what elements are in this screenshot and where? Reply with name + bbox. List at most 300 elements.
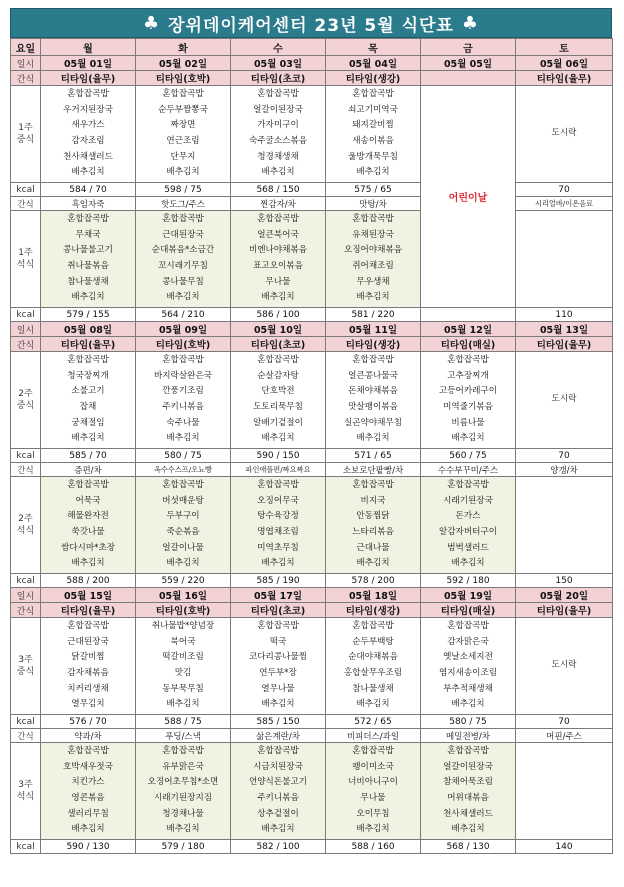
date-cell: 05월 13일 (516, 322, 613, 337)
menu-list (231, 478, 325, 572)
menu-item: 얼큰북어국 (257, 229, 299, 240)
menu-item: 치킨가스 (71, 777, 105, 788)
lunch-menu-cell (326, 618, 421, 715)
snack-cell: 푸딩/스낵 (136, 729, 231, 743)
menu-item: 천사채샐러드 (63, 151, 113, 162)
lunch-menu-cell (41, 86, 136, 183)
menu-item: 새우가스 (71, 120, 105, 131)
teatime-cell: 티타임(율무) (516, 603, 613, 618)
menu-item: 콩나물불고기 (63, 245, 113, 256)
menu-item: 울방개묵무침 (348, 151, 398, 162)
menu-item: 비엔나야채볶음 (248, 245, 308, 256)
lunch-menu-cell (326, 352, 421, 449)
menu-item: 배추김치 (71, 167, 105, 178)
lunch-label-week: 3주 (18, 655, 33, 665)
weekday-wed: 수 (231, 39, 326, 56)
kcal-cell: 581 / 220 (326, 308, 421, 322)
menu-item: 혼합잡곡밥 (352, 480, 394, 491)
dinner-label-week: 2주 (18, 514, 33, 524)
kcal-cell: 590 / 130 (41, 840, 136, 854)
menu-item: 혼합잡곡밥 (447, 746, 489, 757)
menu-item: 배추김치 (71, 558, 105, 569)
menu-item: 무나물 (265, 276, 291, 287)
dinner-menu-cell (136, 477, 231, 574)
menu-item: 혼합잡곡밥 (67, 480, 109, 491)
menu-item: 숙주굴소스볶음 (248, 136, 308, 146)
lunch-kcal-row (11, 449, 613, 463)
dinner-menu-cell (421, 477, 516, 574)
snack-row (11, 197, 613, 211)
lunch-label-week: 1주 (18, 123, 33, 133)
menu-item: 오징어초무침*소면 (147, 777, 219, 788)
kcal-cell: 585 / 150 (231, 715, 326, 729)
menu-list (41, 87, 135, 181)
menu-item: 배추김치 (451, 558, 485, 569)
kcal-cell: 585 / 70 (41, 449, 136, 463)
kcal-cell: 588 / 75 (136, 715, 231, 729)
menu-list (231, 87, 325, 181)
dinner-menu-cell (41, 211, 136, 308)
menu-item: 떡국 (269, 636, 287, 647)
menu-item: 주키니볶음 (257, 793, 299, 803)
date-cell: 05월 08일 (41, 322, 136, 337)
menu-item: 비름나물 (451, 417, 485, 428)
teatime-row (11, 603, 613, 618)
kcal-cell: 568 / 130 (421, 840, 516, 854)
menu-item: 느타리볶음 (352, 527, 394, 537)
snack-cell: 파인애플편/짜요짜요 (231, 463, 326, 477)
menu-item: 혼합잡곡밥 (257, 480, 299, 491)
dinner-row (11, 211, 613, 308)
menu-item: 코다리콩나물찜 (248, 652, 308, 663)
menu-list (41, 478, 135, 572)
menu-item: 배추김치 (71, 824, 105, 835)
lunch-label (11, 618, 41, 715)
lunch-menu-cell (231, 618, 326, 715)
lunch-menu-cell (326, 86, 421, 183)
menu-item: 배추김치 (451, 699, 485, 710)
menu-item: 가자미구이 (257, 120, 299, 131)
dinner-menu-cell (516, 743, 613, 840)
menu-item: 배추김치 (451, 433, 485, 444)
menu-item: 취나물볶음 (67, 261, 109, 271)
menu-list (516, 658, 612, 674)
ilsi-label: 일시 (11, 588, 41, 603)
yoil-label: 요일 (11, 39, 41, 56)
menu-item: 참나물생채 (352, 683, 394, 694)
lunch-menu-cell (136, 86, 231, 183)
lunch-menu-cell (231, 352, 326, 449)
menu-item: 무나물 (360, 793, 386, 803)
gansik-label: 간식 (11, 71, 41, 86)
menu-item: 순두부짬뽕국 (158, 104, 208, 115)
kcal-cell: 580 / 75 (421, 715, 516, 729)
lunch-label (11, 352, 41, 449)
menu-item: 쥐어채조림 (352, 261, 394, 271)
menu-item: 청경채생채 (257, 151, 299, 162)
lunch-kcal-row (11, 183, 613, 197)
menu-item: 쇠고기미역국 (348, 104, 398, 115)
menu-item: 실곤약야채무침 (343, 417, 403, 428)
date-cell: 05월 01일 (41, 56, 136, 71)
date-cell: 05월 19일 (421, 588, 516, 603)
menu-item: 샐러리무침 (67, 808, 109, 819)
lunch-row (11, 618, 613, 715)
dinner-menu-cell (421, 743, 516, 840)
date-cell: 05월 09일 (136, 322, 231, 337)
club-icon: ♣ (142, 12, 161, 34)
kcal-cell: 598 / 75 (136, 183, 231, 197)
ilsi-label: 일시 (11, 56, 41, 71)
menu-list (231, 353, 325, 447)
dinner-menu-cell (326, 743, 421, 840)
dinner-menu-cell (231, 743, 326, 840)
teatime-cell: 티타임(초코) (231, 71, 326, 86)
menu-item: 혼합잡곡밥 (352, 746, 394, 757)
teatime-cell: 티타임(생강) (326, 337, 421, 352)
weekday-header-row (11, 39, 613, 56)
snack-cell: 삶은계란/차 (231, 729, 326, 743)
snack-row (11, 729, 613, 743)
teatime-cell: 티타임(생강) (326, 71, 421, 86)
lunch-menu-cell (136, 352, 231, 449)
dinner-menu-cell (326, 211, 421, 308)
menu-item: 배추김치 (261, 292, 295, 303)
menu-item: 도시락 (551, 394, 577, 405)
menu-item: 옛날소세지전 (443, 652, 493, 663)
menu-item: 콩나물무침 (162, 276, 204, 287)
menu-item: 부추적채생채 (443, 683, 493, 694)
kcal-cell: 590 / 150 (231, 449, 326, 463)
snack-row (11, 463, 613, 477)
dinner-kcal-row (11, 308, 613, 322)
menu-list (41, 353, 135, 447)
menu-list (516, 126, 612, 142)
teatime-cell: 티타임(율무) (516, 337, 613, 352)
dinner-menu-cell (516, 211, 613, 308)
menu-item: 혼합잡곡밥 (162, 89, 204, 100)
teatime-cell: 티타임(호박) (136, 603, 231, 618)
dinner-label (11, 477, 41, 574)
kcal-cell: 70 (516, 715, 613, 729)
menu-item: 숙주나물 (166, 417, 200, 428)
menu-list (231, 619, 325, 713)
menu-item: 혼합잡곡밥 (447, 621, 489, 632)
kcal-cell: 560 / 75 (421, 449, 516, 463)
kcal-cell: 571 / 65 (326, 449, 421, 463)
menu-list (231, 744, 325, 838)
kcal-cell: 70 (516, 449, 613, 463)
menu-item: 미역줄기볶음 (443, 402, 493, 412)
menu-item: 배추김치 (261, 558, 295, 569)
menu-item: 염지새송이조림 (438, 668, 498, 678)
menu-list (421, 619, 515, 713)
lunch-menu-cell (41, 352, 136, 449)
menu-item: 주키니볶음 (162, 402, 204, 412)
menu-item: 호박새우젓국 (63, 761, 113, 772)
menu-item: 혼합잡곡밥 (162, 480, 204, 491)
dinner-menu-cell (326, 477, 421, 574)
kcal-cell: 582 / 100 (231, 840, 326, 854)
menu-item: 배추김치 (356, 433, 390, 444)
teatime-cell: 티타임(율무) (516, 71, 613, 86)
menu-item: 혼합잡곡밥 (352, 355, 394, 366)
menu-list (326, 478, 420, 572)
snack-cell: 소보로단팥빵/차 (326, 463, 421, 477)
menu-list (326, 87, 420, 181)
kcal-cell: 572 / 65 (326, 715, 421, 729)
lunch-menu-cell (136, 618, 231, 715)
menu-item: 동부묵무침 (162, 683, 204, 694)
kcal-cell: 588 / 160 (326, 840, 421, 854)
snack-cell: 메밀전병/차 (421, 729, 516, 743)
menu-item: 배추김치 (356, 292, 390, 303)
date-cell: 05월 03일 (231, 56, 326, 71)
date-row (11, 322, 613, 337)
menu-list (136, 353, 230, 447)
weekday-sat: 토 (516, 39, 613, 56)
menu-item: 고추장찌개 (447, 370, 489, 381)
teatime-row (11, 71, 613, 86)
teatime-cell: 티타임(호박) (136, 337, 231, 352)
menu-item: 언양식돈불고기 (248, 777, 308, 788)
menu-list (326, 212, 420, 306)
menu-list (421, 478, 515, 572)
weekday-fri: 금 (421, 39, 516, 56)
menu-item: 단호박전 (261, 386, 295, 397)
dinner-label-week: 1주 (18, 248, 33, 258)
menu-list (421, 744, 515, 838)
menu-item: 도시락 (551, 660, 577, 671)
menu-item: 북어국 (170, 636, 196, 647)
menu-item: 혼합잡곡밥 (67, 746, 109, 757)
lunch-menu-cell (41, 618, 136, 715)
menu-item: 탕수육강정 (257, 511, 299, 522)
menu-item: 오징어야채볶음 (343, 245, 403, 256)
menu-item: 죽순볶음 (166, 527, 200, 537)
date-row (11, 56, 613, 71)
dinner-menu-cell (231, 477, 326, 574)
menu-list (136, 619, 230, 713)
menu-item: 혼합잡곡밥 (67, 621, 109, 632)
menu-item: 쌈다시마*초장 (60, 542, 116, 553)
menu-item: 도토리묵무침 (253, 402, 303, 412)
menu-item: 배추김치 (451, 824, 485, 835)
menu-item: 혼합잡곡밥 (447, 355, 489, 366)
menu-item: 홍합살무우조림 (343, 668, 403, 678)
date-cell: 05월 11일 (326, 322, 421, 337)
menu-sheet (10, 8, 612, 854)
snack-cell: 맛탕/차 (326, 197, 421, 211)
teatime-cell: 티타임(초코) (231, 603, 326, 618)
teatime-cell: 티타임(호박) (136, 71, 231, 86)
menu-item: 순두부백탕 (352, 636, 394, 647)
menu-item: 혼합잡곡밥 (257, 621, 299, 632)
teatime-cell: 티타임(율무) (41, 603, 136, 618)
lunch-menu-cell (516, 352, 613, 449)
menu-item: 유부맑은국 (162, 761, 204, 772)
menu-item: 얼큰콩나물국 (348, 370, 398, 381)
menu-item: 천사채샐러드 (443, 808, 493, 819)
lunch-kcal-row (11, 715, 613, 729)
kcal-cell: 580 / 75 (136, 449, 231, 463)
menu-item: 상추겉절이 (257, 808, 299, 819)
menu-item: 얼갈이된장국 (443, 761, 493, 772)
ilsi-label: 일시 (11, 322, 41, 337)
kcal-cell: 110 (516, 308, 613, 322)
menu-item: 배추김치 (166, 824, 200, 835)
menu-list (326, 353, 420, 447)
date-row (11, 588, 613, 603)
menu-item: 배추김치 (166, 167, 200, 178)
menu-item: 우거지된장국 (63, 104, 113, 115)
menu-item: 어묵국 (75, 495, 101, 506)
menu-item: 궁채절임 (71, 417, 105, 428)
menu-list (231, 212, 325, 306)
menu-item: 비지국 (360, 495, 386, 506)
snack-cell: 시리얼바/이온음료 (516, 197, 613, 211)
menu-item: 해물완자전 (67, 511, 109, 522)
menu-item: 연두부*장 (259, 668, 297, 678)
dinner-kcal-row (11, 840, 613, 854)
menu-item: 고등어카레구이 (438, 386, 498, 397)
menu-item: 청국장찌개 (67, 370, 109, 381)
kcal-cell: 576 / 70 (41, 715, 136, 729)
menu-item: 두부구이 (166, 511, 200, 522)
menu-item: 얼갈이나물 (162, 542, 204, 553)
menu-list (326, 619, 420, 713)
menu-item: 배추김치 (356, 824, 390, 835)
menu-item: 배추김치 (71, 433, 105, 444)
kcal-cell: 584 / 70 (41, 183, 136, 197)
menu-item: 맛김 (174, 668, 192, 678)
holiday-cell: 어린이날 (421, 86, 516, 308)
menu-item: 쑥갓나물 (71, 527, 105, 537)
menu-item: 배추김치 (261, 433, 295, 444)
menu-item: 열무나물 (261, 683, 295, 694)
lunch-label-meal: 중식 (16, 135, 35, 145)
menu-item: 바지락살완은국 (153, 370, 213, 381)
menu-item: 혼합잡곡밥 (352, 621, 394, 632)
snack-cell: 약과/차 (41, 729, 136, 743)
lunch-row (11, 86, 613, 183)
kcal-label: kcal (11, 183, 41, 197)
date-cell: 05월 02일 (136, 56, 231, 71)
lunch-label-meal: 중식 (16, 667, 35, 677)
kcal-cell: 588 / 200 (41, 574, 136, 588)
dinner-menu-cell (136, 743, 231, 840)
teatime-row (11, 337, 613, 352)
menu-item: 단무지 (170, 151, 196, 162)
menu-item: 알감자버터구이 (438, 527, 498, 537)
menu-item: 배추김치 (261, 824, 295, 835)
kcal-cell: 140 (516, 840, 613, 854)
menu-item: 얼갈이된장국 (253, 104, 303, 115)
menu-item: 혼합잡곡밥 (162, 355, 204, 366)
menu-item: 혼합잡곡밥 (162, 746, 204, 757)
menu-item: 무채국 (75, 229, 101, 240)
kcal-cell: 578 / 200 (326, 574, 421, 588)
date-cell: 05월 17일 (231, 588, 326, 603)
kcal-cell: 559 / 220 (136, 574, 231, 588)
menu-item: 배추김치 (71, 292, 105, 303)
dinner-menu-cell (41, 477, 136, 574)
menu-item: 혼합잡곡밥 (67, 89, 109, 100)
menu-item: 시래기된장국 (443, 495, 493, 506)
lunch-label (11, 86, 41, 183)
dinner-row (11, 743, 613, 840)
menu-item: 열무김치 (71, 699, 105, 710)
dinner-menu-cell (136, 211, 231, 308)
menu-item: 닭갈비찜 (71, 652, 105, 663)
menu-item: 떡갈비조림 (162, 652, 204, 663)
menu-list (136, 744, 230, 838)
kcal-cell: 586 / 100 (231, 308, 326, 322)
lunch-menu-cell (516, 86, 613, 183)
menu-item: 배추김치 (356, 699, 390, 710)
menu-item: 시금치된장국 (253, 761, 303, 772)
dinner-label-meal: 석식 (16, 260, 35, 270)
menu-item: 청경채나물 (162, 808, 204, 819)
dinner-label (11, 211, 41, 308)
menu-item: 시래기된장지짐 (153, 793, 213, 803)
snack-cell: 핫도그/주스 (136, 197, 231, 211)
menu-item: 오징어무국 (257, 495, 299, 506)
club-icon: ♣ (461, 12, 479, 34)
dinner-menu-cell (516, 477, 613, 574)
teatime-cell: 티타임(매실) (421, 603, 516, 618)
teatime-cell: 티타임(율무) (41, 337, 136, 352)
menu-item: 감자채볶음 (67, 668, 109, 678)
teatime-cell (421, 71, 516, 86)
date-cell: 05월 20일 (516, 588, 613, 603)
kcal-cell: 585 / 190 (231, 574, 326, 588)
menu-item: 돈가스 (455, 511, 481, 522)
kcal-label: kcal (11, 715, 41, 729)
kcal-cell: 579 / 155 (41, 308, 136, 322)
menu-item: 배추김치 (166, 292, 200, 303)
menu-item: 혼합잡곡밥 (447, 480, 489, 491)
menu-item: 도시락 (551, 128, 577, 139)
date-cell: 05월 05일 (421, 56, 516, 71)
menu-item: 혼합잡곡밥 (162, 214, 204, 225)
menu-item: 유채된장국 (352, 229, 394, 240)
menu-item: 근대된장국 (162, 229, 204, 240)
menu-item: 배추김치 (356, 558, 390, 569)
menu-list (136, 87, 230, 181)
menu-item: 명엽채조림 (257, 527, 299, 537)
kcal-cell: 579 / 180 (136, 840, 231, 854)
menu-item: 근대나물 (356, 542, 390, 553)
menu-item: 혼합잡곡밥 (352, 89, 394, 100)
menu-item: 배추김치 (356, 167, 390, 178)
teatime-cell: 티타임(생강) (326, 603, 421, 618)
dinner-menu-cell (231, 211, 326, 308)
menu-item: 배추김치 (261, 699, 295, 710)
kcal-cell: 70 (516, 183, 613, 197)
menu-item: 순대볶음*소금간 (151, 245, 215, 256)
menu-item: 범벅샐러드 (447, 542, 489, 553)
menu-list (421, 353, 515, 447)
menu-item: 너비아니구이 (348, 777, 398, 788)
menu-list (41, 619, 135, 713)
menu-item: 연근조림 (166, 136, 200, 146)
menu-item: 맛살팽이볶음 (348, 402, 398, 412)
menu-item: 표고오이볶음 (253, 261, 303, 271)
dinner-row (11, 477, 613, 574)
snack-cell: 수수부꾸미/주스 (421, 463, 516, 477)
date-cell: 05월 06일 (516, 56, 613, 71)
